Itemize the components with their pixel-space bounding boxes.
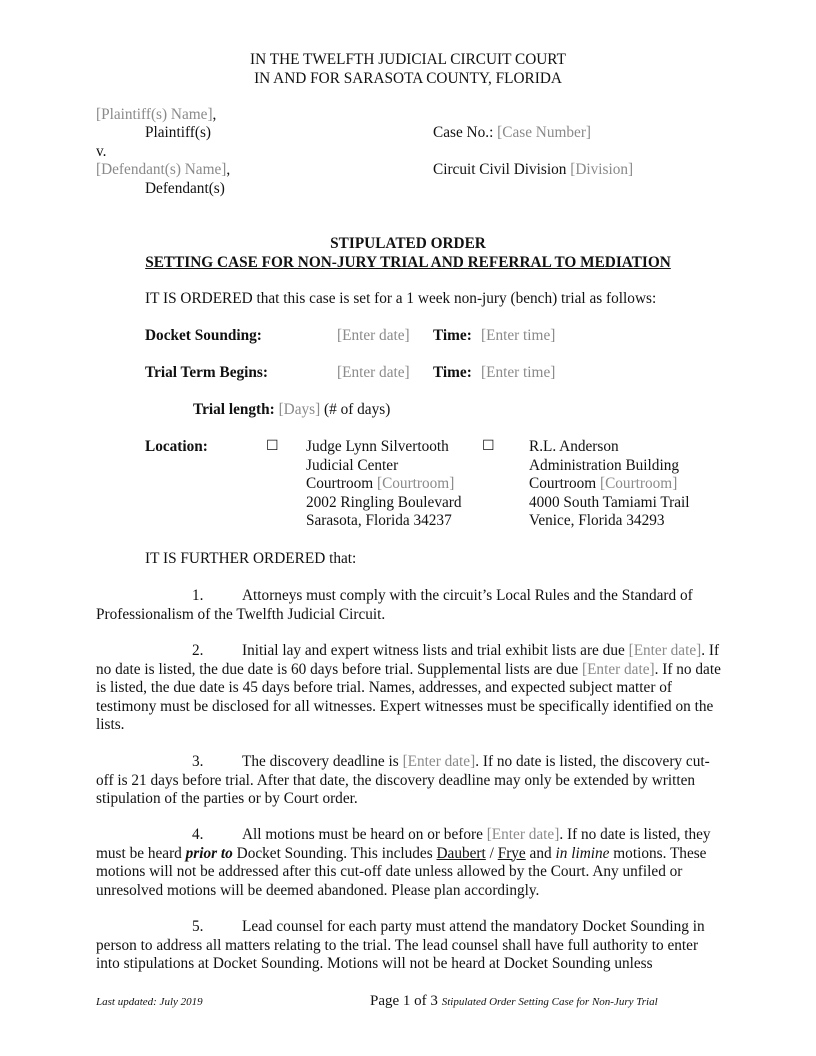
supplemental-list-date-field[interactable]: [Enter date] <box>581 660 655 678</box>
case-number-line <box>433 124 591 142</box>
defendant-name-field[interactable]: [Defendant(s) Name] <box>96 161 227 178</box>
in-limine-term: in limine <box>555 844 610 862</box>
slash: / <box>485 844 498 862</box>
trial-term-label: Trial Term Begins: <box>145 364 268 381</box>
ordered-paragraph: IT IS ORDERED that this case is set for a 1 week non-jury (bench) trial as follows: <box>145 290 657 307</box>
checkbox-icon[interactable]: ☐ <box>482 438 495 454</box>
docket-sounding-label: Docket Sounding: <box>145 327 262 344</box>
division-label: Circuit Civil Division <box>433 161 571 178</box>
trial-length-line <box>193 401 390 419</box>
location-1-line4: 2002 Ringling Boulevard <box>306 493 462 511</box>
paragraph-2-number: 2. <box>192 642 204 659</box>
paragraph-2-text-b: . If no date is listed, the due date is 60 days before trial. Supplemental lists are due <box>96 642 720 678</box>
defendant-label: Defendant(s) <box>145 180 225 197</box>
plaintiff-name-field[interactable]: [Plaintiff(s) Name] <box>96 106 213 123</box>
location-1-courtroom-field[interactable]: [Courtroom] <box>376 475 455 493</box>
docket-sounding-time-field[interactable]: [Enter time] <box>481 327 556 344</box>
court-name: IN THE TWELFTH JUDICIAL CIRCUIT COURT <box>250 51 566 68</box>
location-2-courtroom-label: Courtroom <box>529 475 600 493</box>
paragraph-4 <box>96 826 724 900</box>
location-1-line2: Judicial Center <box>306 456 399 474</box>
paragraph-4-number: 4. <box>192 826 204 843</box>
location-1-line5: Sarasota, Florida 34237 <box>306 512 452 530</box>
paragraph-1-text: Attorneys must comply with the circuit’s Local Rules and the Standard of Professionalism of the Twelfth Judicial Circuit. <box>96 587 693 623</box>
defendant-line <box>96 161 230 179</box>
further-ordered: IT IS FURTHER ORDERED that: <box>145 550 357 567</box>
paragraph-2-text-c: . If no date is listed, the due date is 45 days before trial. Names, addresses, and expected subject matter of testimony must be disclosed for all witnesses. Expert witnesses must be specifically identified on the lists. <box>96 660 721 734</box>
paragraph-4-text-c: Docket Sounding. This includes <box>232 844 437 862</box>
location-2-courtroom-field[interactable]: [Courtroom] <box>599 475 678 493</box>
location-1-courtroom-label: Courtroom <box>306 475 377 493</box>
checkbox-icon[interactable]: ☐ <box>266 438 279 454</box>
paragraph-3 <box>96 753 724 809</box>
location-label: Location: <box>145 438 208 455</box>
plaintiff-comma: , <box>212 106 217 123</box>
document-subtitle <box>0 254 816 272</box>
page-footer <box>370 992 658 1010</box>
paragraph-1-number: 1. <box>192 587 204 604</box>
paragraph-4-text-a: All motions must be heard on or before <box>242 826 487 843</box>
paragraph-4-text-e: motions. These motions will not be addressed after this cut-off date unless allowed by the Court. Any unfiled or unresolved motions will be deemed abandoned. Please plan accordingly. <box>96 844 707 899</box>
paragraph-3-text-a: The discovery deadline is <box>242 753 403 770</box>
paragraph-2-text-a: Initial lay and expert witness lists and trial exhibit lists are due <box>242 642 629 659</box>
trial-time-label: Time: <box>433 364 472 381</box>
location-2-line2: Administration Building <box>529 456 679 474</box>
case-number-label: Case No.: <box>433 124 498 141</box>
frye-term: Frye <box>497 844 526 862</box>
motions-deadline-field[interactable]: [Enter date] <box>486 826 560 843</box>
paragraph-5-text: Lead counsel for each party must attend the mandatory Docket Sounding in person to address all matters relating to the trial. The lead counsel shall have full authority to enter into stipulations at Docket Sounding. Motions will not be heard at Docket Sounding unless <box>96 918 705 973</box>
paragraph-5-number: 5. <box>192 918 204 935</box>
docket-sounding-date-field[interactable]: [Enter date] <box>337 327 410 344</box>
prior-to-emphasis: prior to <box>185 844 233 862</box>
trial-term-time-field[interactable]: [Enter time] <box>481 364 556 381</box>
document-title: STIPULATED ORDER <box>330 235 486 252</box>
paragraph-3-number: 3. <box>192 753 204 770</box>
plaintiff-line <box>96 106 216 124</box>
discovery-deadline-field[interactable]: [Enter date] <box>402 753 476 770</box>
page-number: Page 1 of 3 <box>370 993 438 1009</box>
case-number-field[interactable]: [Case Number] <box>497 124 592 141</box>
location-1-courtroom <box>306 475 462 494</box>
last-updated: Last updated: July 2019 <box>96 996 203 1008</box>
trial-term-date-field[interactable]: [Enter date] <box>337 364 410 381</box>
footer-document-title: Stipulated Order Setting Case for Non-Jury Trial <box>441 996 658 1008</box>
county-name: IN AND FOR SARASOTA COUNTY, FLORIDA <box>254 70 562 87</box>
plaintiff-label: Plaintiff(s) <box>145 124 211 141</box>
document-subtitle-text: SETTING CASE FOR NON-JURY TRIAL AND REFERRAL TO MEDIATION <box>145 254 671 271</box>
docket-time-label: Time: <box>433 327 472 344</box>
location-option-anderson <box>529 438 690 531</box>
versus: v. <box>96 143 107 160</box>
location-2-line4: 4000 South Tamiami Trail <box>529 493 690 511</box>
paragraph-2 <box>96 642 724 735</box>
trial-length-suffix: (# of days) <box>320 401 391 418</box>
paragraph-1 <box>96 587 724 624</box>
paragraph-3-text-b: . If no date is listed, the discovery cut-off is 21 days before trial. After that date, the discovery deadline may only be extended by written stipulation of the parties or by Court order. <box>96 753 710 808</box>
trial-length-field[interactable]: [Days] <box>278 401 321 418</box>
paragraph-5 <box>96 918 724 974</box>
division-field[interactable]: [Division] <box>570 161 634 178</box>
paragraph-4-text-d: and <box>525 844 556 862</box>
location-2-line5: Venice, Florida 34293 <box>529 512 665 530</box>
location-2-line1: R.L. Anderson <box>529 438 619 455</box>
witness-list-date-field[interactable]: [Enter date] <box>628 642 702 659</box>
daubert-term: Daubert <box>436 844 486 862</box>
paragraph-4-text-b: . If no date is listed, they must be heard <box>96 826 711 862</box>
trial-length-label: Trial length: <box>193 401 275 418</box>
division-line <box>433 161 633 179</box>
location-1-line1: Judge Lynn Silvertooth <box>306 438 449 455</box>
location-option-silvertooth <box>306 438 462 531</box>
defendant-comma: , <box>226 161 231 178</box>
location-2-courtroom <box>529 475 690 494</box>
